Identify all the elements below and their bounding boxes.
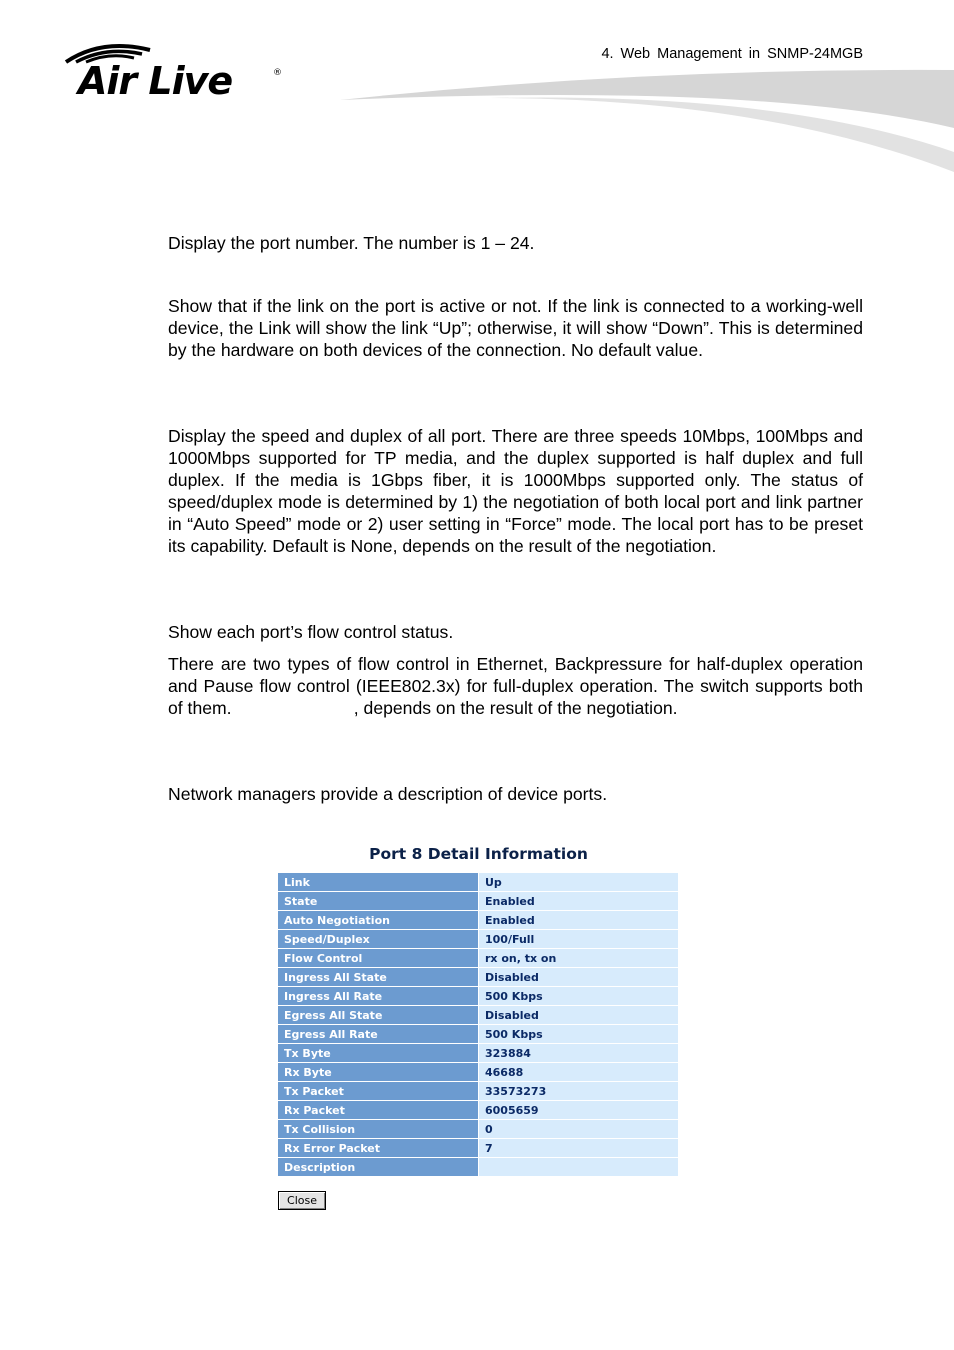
port-description-text: Display the port number. The number is 1 – 24. [168,233,535,253]
table-row [278,892,678,910]
table-row [278,1063,678,1081]
table-row [278,949,678,967]
flow-control-detail-text: There are two types of flow control in Ethernet, Backpressure for half-duplex operation and Pause flow control (IEEE802.3x) for full-duplex operation. The switch supports both of them. , depends on the result of the negotiation. [168,654,868,718]
row-value: 7 [479,1139,678,1157]
row-label: Rx Packet [278,1101,478,1119]
row-value: 100/Full [479,930,678,948]
row-label: Description [278,1158,478,1176]
row-label: Auto Negotiation [278,911,478,929]
flow-control-description-text: Show each port’s flow control status. [168,622,454,642]
table-row [278,1082,678,1100]
registered-mark: ® [273,68,282,78]
row-label: Egress All Rate [278,1025,478,1043]
row-value: Up [479,873,678,891]
row-label: Rx Byte [278,1063,478,1081]
row-label: Speed/Duplex [278,930,478,948]
port-detail-title: Port 8 Detail Information [369,845,588,863]
row-value: 33573273 [479,1082,678,1100]
page-header-title: 4. Web Management in SNMP-24MGB [601,46,863,62]
row-label: Link [278,873,478,891]
row-value: 0 [479,1120,678,1138]
row-value: 500 Kbps [479,987,678,1005]
row-value: 6005659 [479,1101,678,1119]
row-value: Enabled [479,892,678,910]
row-value: Enabled [479,911,678,929]
table-row [278,1006,678,1024]
row-value: 323884 [479,1044,678,1062]
row-label: Tx Packet [278,1082,478,1100]
table-row [278,1120,678,1138]
table-row [278,930,678,948]
row-value: rx on, tx on [479,949,678,967]
row-value: 500 Kbps [479,1025,678,1043]
row-label: Tx Byte [278,1044,478,1062]
link-description-text: Show that if the link on the port is active or not. If the link is connected to a working-well device, the Link will show the link “Up”; otherwise, it will show “Down”. This is determined by the hardware on both devices of the connection. No default value. [168,296,863,360]
header-swoosh-decoration [340,68,954,178]
speed-duplex-description-text: Display the speed and duplex of all port. There are three speeds 10Mbps, 100Mbps and 1000Mbps supported for TP media, and the duplex supported is half duplex and full duplex. If the media is 1Gbps fiber, it is 1000Mbps supported only. The status of speed/duplex mode is determined by 1) the negotiation of both local port and link partner in “Auto Speed” mode or 2) user setting in “Force” mode. The local port has to be preset its capability. Default is None, depends on the result of the negotiation. [168,426,863,556]
row-label: Ingress All Rate [278,987,478,1005]
port-detail-table [277,872,679,1177]
row-label: State [278,892,478,910]
table-row [278,1158,678,1176]
table-row [278,1044,678,1062]
logo-wordmark: Air Live [78,59,233,103]
row-label: Tx Collision [278,1120,478,1138]
description-field-text: Network managers provide a description of device ports. [168,784,608,804]
row-value: Disabled [479,1006,678,1024]
table-row [278,1101,678,1119]
table-row [278,1139,678,1157]
table-row [278,1025,678,1043]
row-label: Egress All State [278,1006,478,1024]
row-label: Rx Error Packet [278,1139,478,1157]
table-row [278,987,678,1005]
close-button[interactable]: Close [278,1191,326,1210]
row-value: Disabled [479,968,678,986]
table-row [278,873,678,891]
row-value: 46688 [479,1063,678,1081]
row-value [479,1158,678,1176]
row-label: Flow Control [278,949,478,967]
airlive-logo [62,40,292,110]
row-label: Ingress All State [278,968,478,986]
table-row [278,968,678,986]
table-row [278,911,678,929]
